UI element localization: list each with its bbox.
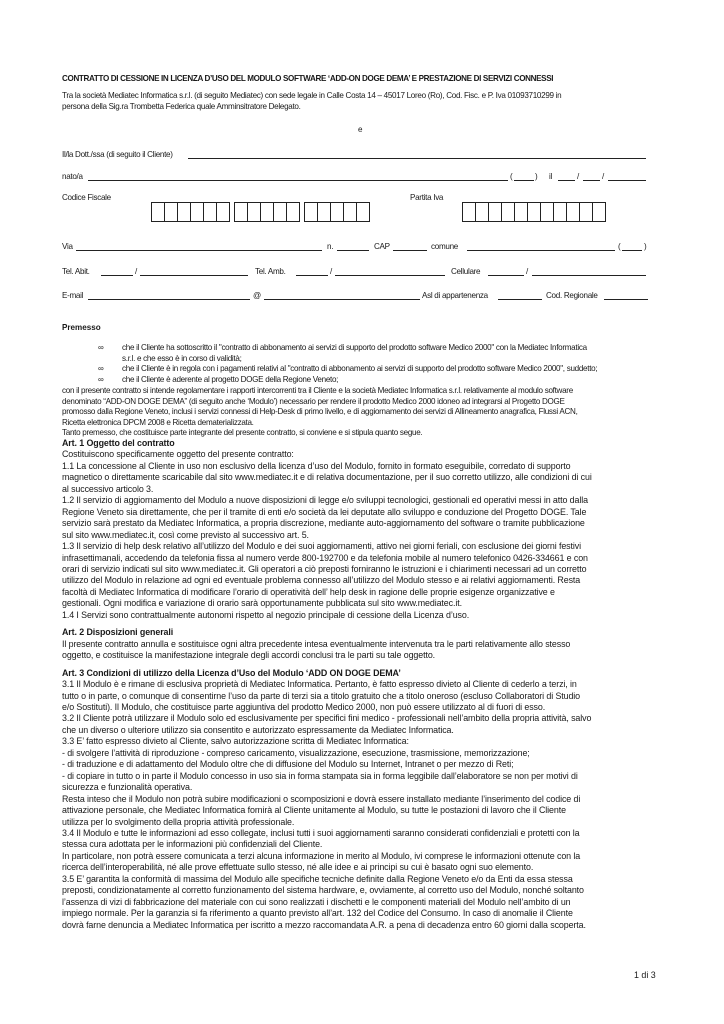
article-1: [62, 438, 662, 621]
paragraph-line: Costituiscono specificamente oggetto del presente contratto:: [62, 449, 294, 460]
email-at: @: [253, 291, 261, 300]
document-title: CONTRATTO DI CESSIONE IN LICENZA D’USO DEL MODULO SOFTWARE ‘ADD-ON DOGE DEMA’ E PRESTAZIONE DI SERVIZI CONNESSI: [62, 74, 554, 83]
comune-province-close: ): [644, 242, 647, 251]
cellulare-prefix-field[interactable]: [488, 267, 524, 278]
paragraph-line: 3.2 Il Cliente potrà utilizzare il Modulo solo ed esclusivamente per specifici fini medico - professionali nell’ambito della propria attività, salvo: [62, 713, 592, 724]
partita-iva-boxes[interactable]: [462, 202, 605, 224]
paragraph-line: sul sito www.mediatec.it, così come previsto al successivo art. 5.: [62, 529, 309, 540]
premesso-heading: Premesso: [62, 323, 101, 332]
paragraph-line: 1.1 La concessione al Cliente in uso non esclusivo della licenza d’uso del Modulo, fornito in formato eseguibile, corredato di supporto: [62, 460, 571, 471]
article-heading: Art. 1 Oggetto del contratto: [62, 438, 175, 448]
cellulare-number-field[interactable]: [532, 267, 646, 278]
paragraph-line: magnetico o direttamente scaricabile dal sito www.mediatec.it e di relativa documentazione, per il suo corretto utilizzo, alle condizioni di cui: [62, 472, 592, 483]
cap-field[interactable]: [393, 242, 427, 253]
article-2: [62, 627, 662, 661]
asl-field[interactable]: [498, 291, 542, 302]
paragraph-line: preposti, condizionatamente al corretto funzionamento del sistema hardware, e, ovviamente, al corretto uso del Modulo, nonché soltanto: [62, 885, 584, 896]
date-slash: /: [602, 172, 604, 181]
via-field[interactable]: [76, 242, 322, 253]
birth-province-open: (: [510, 172, 513, 181]
paragraph-line: - di traduzione e di adattamento del Modulo oltre che di diffusione del Modulo su Internet, Intranet o per mezzo di Reti;: [62, 759, 514, 770]
paragraph-line: l’assenza di vizi di fabbricazione del materiale con cui sono realizzati i dischetti e le componenti materiali del Modulo nell’ambito di un: [62, 896, 571, 907]
tel-slash: /: [135, 267, 137, 276]
premise-line: Tanto premesso, che costituisce parte integrante del presente contratto, si conviene e si stipula quanto segue.: [62, 428, 423, 438]
cellulare-label: Cellulare: [451, 267, 481, 276]
infinity-bullet-icon: ∞: [98, 343, 104, 352]
tel-abit-label: Tel. Abit.: [62, 267, 90, 276]
bullet-line: s.r.l. e che esso è in corso di validità;: [122, 353, 242, 363]
intro-paragraph: [62, 90, 662, 112]
paragraph-line: dovrà farne denuncia a Mediatec Informatica per iscritto a mezzo raccomandata A.R. a pena di decadenza entro 60 giorni dalla scoperta.: [62, 919, 586, 930]
client-label: Il/la Dott./ssa (di seguito il Cliente): [62, 150, 173, 159]
paragraph-line: sicurezza e funzionalità operativa.: [62, 782, 193, 793]
paragraph-line: impiego normale. Per la garanzia si fa riferimento a quanto previsto all’art. 132 del Codice del Consumo. In caso di anomalie il Cliente: [62, 908, 573, 919]
number-label: n.: [327, 242, 334, 251]
article-3: [62, 668, 662, 931]
cod-regionale-field[interactable]: [604, 291, 648, 302]
contract-articles: [62, 438, 662, 931]
paragraph-line: - di copiare in tutto o in parte il Modulo concesso in uso sia in forma stampata sia in forma leggibile dall’elaboratore se non per motivi di: [62, 770, 578, 781]
born-label: nato/a: [62, 172, 83, 181]
paragraph-line: orari di servizio indicati sul sito www.mediatec.it. Gli operatori a ciò preposti forniranno le istruzioni e i chiarimenti necessari ad un corretto: [62, 563, 587, 574]
article-heading: Art. 3 Condizioni di utilizzo della Licenza d’Uso del Modulo ‘ADD ON DOGE DEMA’: [62, 667, 401, 678]
premise-line: Ricetta elettronica DPCM 2008 e Ricetta dematerializzata.: [62, 417, 254, 427]
infinity-bullet-icon: ∞: [98, 364, 104, 374]
paragraph-line: 3.1 Il Modulo è e rimane di esclusiva proprietà di Mediatec Informatica. Pertanto, è fatto espresso divieto al Cliente di cederlo a terzi, in: [62, 679, 577, 690]
comune-province-open: (: [618, 242, 621, 251]
paragraph-line: ricerca dell’interoperabilità, né alle prove effettuate sullo stesso, né alle idee e ai principi su cui è basato ogni suo elemento.: [62, 862, 534, 873]
cap-label: CAP: [374, 242, 390, 251]
infinity-bullet-icon: ∞: [98, 374, 104, 384]
tel-amb-label: Tel. Amb.: [255, 267, 286, 276]
list-item: [98, 364, 658, 375]
page-number: 1 di 3: [634, 970, 656, 980]
birth-day-field[interactable]: [558, 172, 575, 183]
birthplace-field[interactable]: [88, 172, 508, 183]
bullet-line: che il Cliente ha sottoscritto il "contratto di abbonamento ai servizi di supporto del prodotto software Medico 2000" con la Mediatec Informatica: [122, 343, 587, 352]
comune-province-field[interactable]: [622, 242, 642, 253]
paragraph-line: e/o Sostituti). Il Modulo, che costituisce parte aggiuntiva del prodotto Medico 2000, non può essere utilizzato al di fuori di esso.: [62, 701, 546, 712]
premise-line: con il presente contratto si intende regolamentare i rapporti intercorrenti tra il Cliente e la società Mediatec Informatica s.r.l. relativamente al modulo software: [62, 386, 573, 395]
number-field[interactable]: [337, 242, 369, 253]
bullet-line: che il Cliente è aderente al progetto DOGE della Regione Veneto;: [122, 374, 339, 384]
paragraph-line: 3.4 Il Modulo e tutte le informazioni ad esso collegate, inclusi tutti i suoi aggiornamenti saranno considerati confidenziali e protetti con la: [62, 827, 580, 838]
paragraph-line: tutto o in parte, o comunque di consentirne l’uso da parte di terzi sia a titolo gratuito che a titolo oneroso (escluso Collaboratori di Studio: [62, 690, 581, 701]
birth-year-field[interactable]: [608, 172, 646, 183]
comune-label: comune: [431, 242, 458, 251]
paragraph-line: che un diverso o ulteriore utilizzo sia consentito e autorizzato espressamente da Mediatec Informatica.: [62, 724, 454, 735]
paragraph-line: Il presente contratto annulla e sostituisce ogni altra precedente intesa eventualmente intervenuta tra le parti relativamente allo stesso: [62, 638, 571, 649]
paragraph-line: utilizzo del Modulo in relazione ad ogni ed eventuale problema connesso all’utilizzo del Modulo stesso e ai relativi aggiornamenti. Resta: [62, 575, 581, 586]
tel-abit-number-field[interactable]: [140, 267, 248, 278]
tel-slash: /: [526, 267, 528, 276]
paragraph-line: servizio sarà prestato da Mediatec Informatica, a propria discrezione, mediante auto-aggiornamento del software o tramite pubblicazione: [62, 518, 585, 529]
birth-date-label: il: [549, 172, 552, 181]
birth-province-field[interactable]: [514, 172, 534, 183]
list-item: [98, 375, 658, 386]
tel-amb-prefix-field[interactable]: [296, 267, 328, 278]
paragraph-line: 1.3 Il servizio di help desk relativo all’utilizzo del Modulo e dei suoi aggiornamenti, attivo nei giorni feriali, con esclusione dei giorni festivi: [62, 541, 581, 552]
tel-amb-number-field[interactable]: [335, 267, 445, 278]
paragraph-line: al successivo articolo 3.: [62, 483, 154, 494]
asl-label: Asl di appartenenza: [422, 291, 488, 300]
premise-line: promosso dalla Regione Veneto, inclusi i servizi connessi di Help-Desk di primo livello, e di aggiornamento dei servizi di Allineamento anagrafica, Flussi ACN,: [62, 407, 578, 417]
tel-slash: /: [330, 267, 332, 276]
partita-iva-label: Partita Iva: [410, 193, 444, 202]
date-slash: /: [577, 172, 579, 181]
intro-line: Tra la società Mediatec Informatica s.r.l. (di seguito Mediatec) con sede legale in Calle Costa 14 – 45017 Loreo (Ro), Cod. Fisc. e P. Iva 01093710299 in: [62, 91, 562, 100]
tel-abit-prefix-field[interactable]: [101, 267, 133, 278]
and-label: e: [358, 125, 363, 134]
paragraph-line: gestionali. Ogni modifica e variazione di orario sarà opportunamente pubblicata sul sito www.mediatec.it.: [62, 598, 462, 609]
paragraph-line: - di svolgere l’attività di riproduzione - compreso caricamento, visualizzazione, esecuzione, trasmissione, memorizzazione;: [62, 747, 530, 758]
paragraph-line: 1.4 I Servizi sono contrattualmente autonomi rispetto al negozio principale di cessione della Licenza d’uso.: [62, 609, 470, 620]
client-name-field[interactable]: [188, 150, 646, 161]
paragraph-line: attivazione personale, che Mediatec Informatica fornirà al Cliente unitamente al Modulo, su tutte le postazioni di lavoro che il Cliente: [62, 805, 566, 816]
codice-fiscale-boxes[interactable]: [151, 202, 369, 224]
paragraph-line: Regione Veneto sia direttamente, che per il tramite di enti e/o società da lei deputate allo sviluppo e conduzione del Progetto DOGE. Tale: [62, 506, 587, 517]
premise-bullet-list: [98, 343, 658, 385]
paragraph-line: Resta inteso che il Modulo non potrà subire modificazioni o scomposizioni e dovrà essere installato mediante l’inserimento del codice di: [62, 793, 581, 804]
email-domain-field[interactable]: [264, 291, 420, 302]
paragraph-line: In particolare, non potrà essere comunicata a terzi alcuna informazione in merito al Modulo, ivi comprese le informazioni ottenute con la: [62, 850, 581, 861]
paragraph-line: oggetto, e costituisce la manifestazione integrale degli accordi conclusi tra le parti su tale oggetto.: [62, 650, 436, 661]
birth-province-close: ): [535, 172, 538, 181]
article-heading: Art. 2 Disposizioni generali: [62, 627, 174, 638]
comune-field[interactable]: [467, 242, 615, 253]
codice-fiscale-label: Codice Fiscale: [62, 193, 111, 202]
email-label: E-mail: [62, 291, 84, 300]
paragraph-line: utilizza per lo svolgimento della propria attività professionale.: [62, 816, 295, 827]
via-label: Via: [62, 242, 73, 251]
paragraph-line: facoltà di Mediatec Informatica di modificare l’orario di operatività dell’ help desk in ragione delle proprie esigenze organizzative e: [62, 586, 555, 597]
paragraph-line: infrasettimanali, accedendo da telefonia fissa al numero verde 800-192700 e da telefonia mobile al numero telefonico 0426-334661 e con: [62, 552, 588, 563]
paragraph-line: stessa cura adottata per le informazioni più confidenziali del Cliente.: [62, 839, 323, 850]
cod-regionale-label: Cod. Regionale: [546, 291, 598, 300]
list-item: [98, 343, 658, 364]
paragraph-line: 3.3 E’ fatto espresso divieto al Cliente, salvo autorizzazione scritta di Mediatec Informatica:: [62, 736, 409, 747]
birth-month-field[interactable]: [583, 172, 600, 183]
intro-line: persona della Sig.ra Trombetta Federica quale Amminsitratore Delegato.: [62, 102, 301, 112]
bullet-line: che il Cliente è in regola con i pagamenti relativi al "contratto di abbonamento ai servizi di supporto del prodotto software Medico 2000", suddetto;: [122, 364, 598, 374]
premise-paragraph: [62, 386, 662, 439]
premise-line: denominato “ADD-ON DOGE DEMA” (di seguito anche ‘Modulo’) necessario per rendere il prodotto Medico 2000 idoneo ad integrarsi al Progetto DOGE: [62, 396, 565, 406]
paragraph-line: 3.5 E’ garantita la conformità di massima del Modulo alle specifiche tecniche definite dalla Regione Veneto e/o da Enti da essa stessa: [62, 873, 573, 884]
email-user-field[interactable]: [88, 291, 250, 302]
paragraph-line: 1.2 Il servizio di aggiornamento del Modulo a nuove disposizioni di legge e/o sviluppi tecnologici, gestionali ed operativi messi in atto dalla: [62, 495, 588, 506]
